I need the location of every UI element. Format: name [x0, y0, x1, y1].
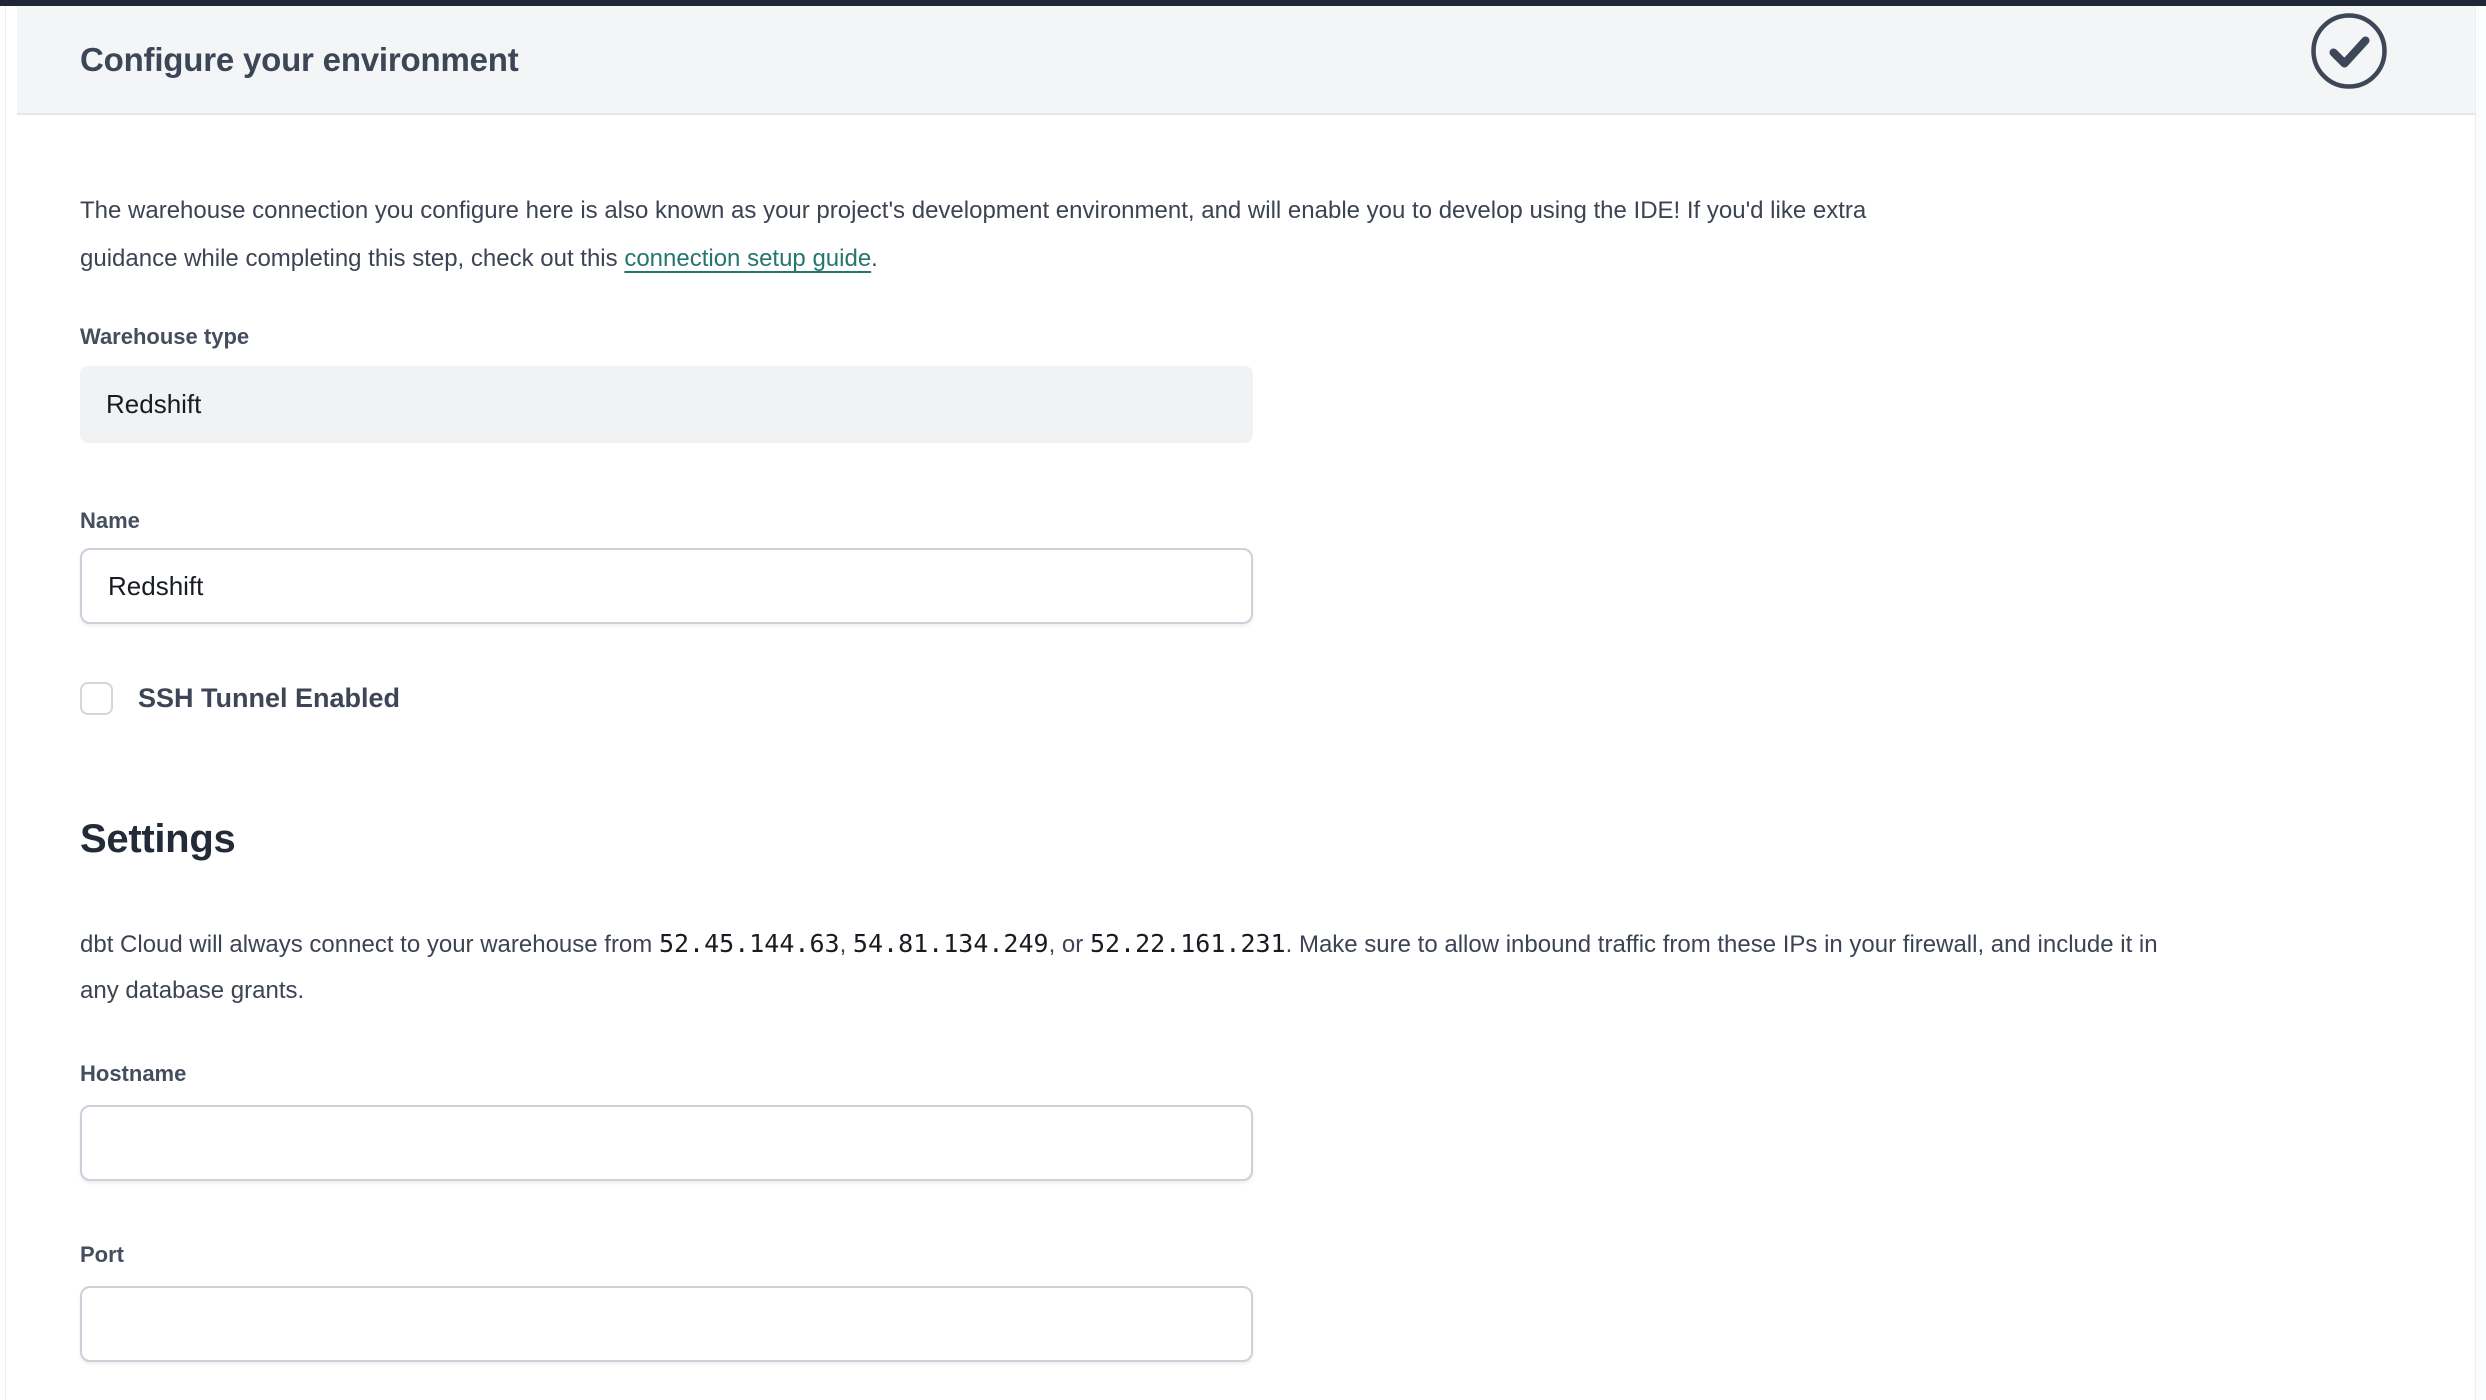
card-header — [17, 6, 2475, 115]
ip-text-part-2: . Make sure to allow inbound traffic from these IPs in your firewall, and include it in — [1285, 931, 2158, 958]
ip-allowlist-line-2: any database grants. — [80, 977, 305, 1004]
ip-address-3: 52.22.161.231 — [1089, 929, 1286, 958]
hostname-label: Hostname — [80, 1061, 187, 1086]
settings-heading: Settings — [80, 817, 236, 861]
scrollbar-track — [2475, 6, 2486, 1400]
ssh-tunnel-checkbox[interactable] — [80, 682, 113, 715]
connection-setup-guide-link[interactable]: connection setup guide — [624, 245, 872, 272]
left-divider — [5, 6, 6, 1400]
ip-separator-1: , — [839, 931, 853, 958]
intro-text — [80, 187, 2410, 283]
main-content — [80, 115, 2410, 1362]
page-title: Configure your environment — [80, 40, 519, 78]
ip-allowlist-line-1 — [80, 921, 2410, 968]
ip-address-1: 52.45.144.63 — [658, 929, 840, 958]
ip-address-2: 54.81.134.249 — [852, 929, 1049, 958]
check-circle-icon — [2310, 12, 2388, 90]
ip-text-part-1: dbt Cloud will always connect to your warehouse from — [80, 931, 659, 958]
intro-line-2 — [80, 235, 2410, 283]
ip-separator-2: , or — [1048, 931, 1090, 958]
port-input[interactable] — [80, 1286, 1253, 1362]
port-label: Port — [80, 1242, 124, 1267]
name-label: Name — [80, 508, 140, 533]
name-input[interactable] — [80, 548, 1253, 624]
ip-allowlist-text — [80, 921, 2410, 1014]
ssh-tunnel-label: SSH Tunnel Enabled — [138, 683, 401, 713]
warehouse-type-value: Redshift — [106, 389, 202, 419]
warehouse-type-label: Warehouse type — [80, 324, 250, 349]
intro-line-1: The warehouse connection you configure here is also known as your project's development environment, and will enable you to develop using the IDE! If you'd like extra — [80, 197, 1867, 224]
ssh-tunnel-row — [80, 682, 2410, 715]
intro-line-2-period: . — [871, 245, 878, 272]
hostname-input[interactable] — [80, 1105, 1253, 1181]
intro-line-2-text: guidance while completing this step, check out this — [80, 245, 625, 272]
warehouse-type-select[interactable] — [80, 366, 1253, 443]
